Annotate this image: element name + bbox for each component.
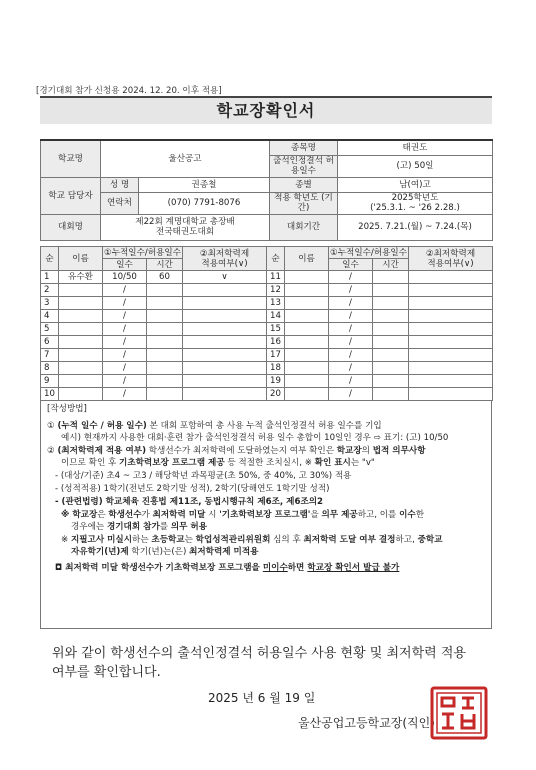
en-g: 심의 후 xyxy=(270,535,304,545)
cell-name xyxy=(285,375,329,388)
document-title: 학교장확인서 xyxy=(40,96,492,124)
info-table xyxy=(40,139,493,241)
guide-grades: - (성적적용) 1학기(전년도 2학기말 성적), 2학기(당해연도 1학기말 성적) xyxy=(55,484,330,494)
cell-days: / xyxy=(103,336,147,349)
cell-hours xyxy=(147,323,183,336)
cell-hours xyxy=(147,310,183,323)
item-2-principal: 학교장 xyxy=(336,446,362,456)
usage-note: [경기대회 참가 신청용 2024. 12. 20. 이후 적용] xyxy=(36,86,222,96)
cell-hours xyxy=(147,349,183,362)
cell-no: 5 xyxy=(41,323,59,336)
cell-hours xyxy=(373,323,409,336)
cell-days: / xyxy=(103,349,147,362)
cell-name xyxy=(59,297,103,310)
event-label: 종목명 xyxy=(270,140,338,155)
athletes-header xyxy=(40,246,493,271)
en-f: 학업성적관리위원회 xyxy=(195,535,271,545)
item-2-text-a: 학생선수가 최저학력에 도달하였는지 여부 확인은 xyxy=(146,446,337,456)
cell-check xyxy=(183,375,267,388)
en-e: 는 xyxy=(184,535,196,545)
guide-item-1-example: 예시) 현재까지 사용한 대회·훈련 참가 출석인정결석 허용 일수 총합이 10일인 경우 ⇨ 표기: (고) 10/50 xyxy=(61,433,449,443)
no-header: 순 xyxy=(41,247,59,271)
en2-c: 최저학력제 미적용 xyxy=(189,547,259,557)
table-row xyxy=(41,375,493,388)
min-level-header xyxy=(183,247,267,271)
competition-period-label: 대회기간 xyxy=(270,214,338,240)
cell-check xyxy=(409,375,493,388)
cell-no: 10 xyxy=(41,388,59,401)
cell-no: 12 xyxy=(267,284,285,297)
min-level-header-right-line1: ②최저학력제 xyxy=(425,248,476,259)
cell-name: 유수환 xyxy=(59,271,103,284)
cell-hours xyxy=(147,362,183,375)
competition-label: 대회명 xyxy=(41,214,101,240)
pn2-b: 경기대회 참가 xyxy=(106,522,160,532)
table-row xyxy=(41,310,493,323)
cell-days: / xyxy=(329,336,373,349)
cell-hours xyxy=(373,310,409,323)
guide-elementary-note-line2 xyxy=(71,547,258,558)
cell-no: 15 xyxy=(267,323,285,336)
pn-j: 하고, 이를 xyxy=(357,510,400,520)
cell-name xyxy=(285,349,329,362)
contact-value: (070) 7791-8076 xyxy=(139,192,270,214)
cell-name xyxy=(285,336,329,349)
item-2-l2-mark: 확인 표시 xyxy=(314,458,351,468)
cell-days: / xyxy=(329,284,373,297)
item-1-text: 본 대회 포함하여 총 사용 누적 출석인정결석 허용 일수를 기입 xyxy=(146,421,382,431)
days-header-right: ①누적일수/허용일수 xyxy=(330,247,408,258)
fw-b: 가 xyxy=(154,563,166,573)
cell-check xyxy=(183,297,267,310)
item-1-bullet: ① xyxy=(47,421,55,431)
cell-check xyxy=(183,323,267,336)
cell-hours xyxy=(147,297,183,310)
cell-check xyxy=(409,297,493,310)
cell-hours: 60 xyxy=(147,271,183,284)
table-row xyxy=(41,284,493,297)
pn-c: 학생선수 xyxy=(108,510,142,520)
fw-e: 미이수 xyxy=(262,563,288,573)
en-h: 최저학력 도달 여부 결정 xyxy=(303,535,396,545)
hours-subheader: 시간 xyxy=(147,259,183,271)
cell-check xyxy=(409,271,493,284)
cell-hours xyxy=(147,336,183,349)
competition-period-value: 2025. 7.21.(월) ~ 7.24.(목) xyxy=(338,214,493,240)
pn-f: 시 xyxy=(205,510,220,520)
item-2-l2-a: 이므로 확인 후 xyxy=(61,458,120,468)
guide-law: - (관련법령) 학교체육 진흥법 제11조, 동법시행규칙 제6조, 제6조의2 xyxy=(55,497,324,507)
cell-days: / xyxy=(103,375,147,388)
cell-check xyxy=(409,362,493,375)
cell-no: 11 xyxy=(267,271,285,284)
cell-days: / xyxy=(329,297,373,310)
name-header: 이름 xyxy=(59,247,103,271)
competition-value xyxy=(101,214,270,240)
en-b: 지필고사 미실시 xyxy=(70,535,133,545)
guide-item-2 xyxy=(47,446,426,457)
school-value: 울산공고 xyxy=(101,140,270,177)
cell-days: / xyxy=(103,310,147,323)
cell-hours xyxy=(373,297,409,310)
guide-principal-note xyxy=(61,510,424,521)
en-i: 하고, xyxy=(395,535,418,545)
cell-check xyxy=(409,336,493,349)
cell-check xyxy=(183,349,267,362)
guide-item-2-line2 xyxy=(61,458,375,469)
manager-label: 학교 담당자 xyxy=(41,177,101,214)
guide-target: - (대상/기준) 초4 ~ 고3 / 해당학년 과목평균(초 50%, 중 40%, 고 30%) 적용 xyxy=(55,471,352,481)
cell-name xyxy=(285,284,329,297)
cell-days: / xyxy=(329,310,373,323)
cell-days: / xyxy=(329,349,373,362)
official-seal-icon xyxy=(430,686,488,740)
cell-days: / xyxy=(329,388,373,401)
pn-h: 을 xyxy=(310,510,322,520)
cell-no: 17 xyxy=(267,349,285,362)
min-level-header-right xyxy=(409,247,493,271)
cell-name xyxy=(285,362,329,375)
cell-days: / xyxy=(329,271,373,284)
pn-a: ※ 학교장 xyxy=(61,510,98,520)
pn2-c: 를 xyxy=(159,522,171,532)
cell-name xyxy=(285,271,329,284)
cell-check xyxy=(409,284,493,297)
cell-no: 18 xyxy=(267,362,285,375)
gender-label: 종별 xyxy=(270,177,338,192)
en2-b: 학기(년)는(은) xyxy=(128,547,190,557)
competition-name-1: 제22회 계명대학교 총장배 xyxy=(135,217,235,227)
table-row xyxy=(41,297,493,310)
cell-days: 10/50 xyxy=(103,271,147,284)
pn-d: 가 xyxy=(141,510,153,520)
days-subheader-right: 일수 xyxy=(329,259,373,271)
cell-days: / xyxy=(329,375,373,388)
period-label: 적용 학년도 (기간) xyxy=(270,192,338,214)
cell-days: / xyxy=(329,362,373,375)
item-2-l2-program: 기초학력보장 프로그램 제공 xyxy=(119,458,225,468)
cell-check xyxy=(409,349,493,362)
days-subheader: 일수 xyxy=(103,259,147,271)
cell-name xyxy=(59,284,103,297)
cell-hours xyxy=(373,362,409,375)
principal-signature: 울산공업고등학교장(직인) xyxy=(298,716,435,730)
cell-name xyxy=(285,310,329,323)
cell-no: 1 xyxy=(41,271,59,284)
fw-a: 최저학력 미달 학생선수 xyxy=(65,563,155,573)
en-d: 초등학교 xyxy=(151,535,185,545)
min-level-header-line2: 적용여부(∨) xyxy=(201,258,248,269)
cell-hours xyxy=(373,388,409,401)
table-row xyxy=(41,323,493,336)
en-c: 하는 xyxy=(132,535,152,545)
cell-check xyxy=(409,310,493,323)
item-2-bullet: ② xyxy=(47,446,55,456)
cell-check xyxy=(183,310,267,323)
cell-days: / xyxy=(103,284,147,297)
en-a: ※ xyxy=(61,535,71,545)
fw-c: 기초학력보장 프로그램 xyxy=(165,563,252,573)
fw-d: 을 xyxy=(251,563,263,573)
guide-final-warning xyxy=(55,563,399,574)
cell-hours xyxy=(373,284,409,297)
cell-check xyxy=(183,388,267,401)
pn-k: 이수 xyxy=(399,510,416,520)
cell-check xyxy=(409,388,493,401)
athletes-rows xyxy=(40,270,493,401)
competition-name-2: 전국태권도대회 xyxy=(155,227,215,237)
guide-heading: [작성방법] xyxy=(47,404,87,414)
cell-no: 9 xyxy=(41,375,59,388)
cell-name xyxy=(59,310,103,323)
issue-date: 2025 년 6 월 19 일 xyxy=(208,691,316,705)
cell-no: 14 xyxy=(267,310,285,323)
cell-name xyxy=(59,388,103,401)
table-row xyxy=(41,362,493,375)
allowed-days-label: 출석인정결석 허용일수 xyxy=(270,155,338,177)
cell-hours xyxy=(147,375,183,388)
cell-check xyxy=(183,336,267,349)
item-2-l2-c: 등 적절한 조치실시, ※ xyxy=(224,458,315,468)
name-value: 권종철 xyxy=(139,177,270,192)
cell-no: 13 xyxy=(267,297,285,310)
name-label: 성 명 xyxy=(101,177,139,192)
name-header-right: 이름 xyxy=(285,247,329,271)
guide-principal-note-line2 xyxy=(71,522,207,533)
table-row xyxy=(41,349,493,362)
item-2-duty: 법적 의무사항 xyxy=(372,446,426,456)
cell-no: 3 xyxy=(41,297,59,310)
pn-l: 한 xyxy=(415,510,425,520)
contact-label: 연락처 xyxy=(101,192,139,214)
min-level-header-line1: ②최저학력제 xyxy=(199,248,250,259)
days-header: ①누적일수/허용일수 xyxy=(104,247,182,258)
hours-subheader-right: 시간 xyxy=(373,259,409,271)
cell-days: / xyxy=(103,388,147,401)
school-label: 학교명 xyxy=(41,140,101,177)
pn-i: 의무 제공 xyxy=(321,510,358,520)
cell-no: 6 xyxy=(41,336,59,349)
cell-hours xyxy=(373,336,409,349)
pn-b: 은 xyxy=(97,510,109,520)
cell-no: 4 xyxy=(41,310,59,323)
cell-days: / xyxy=(103,297,147,310)
cell-days: / xyxy=(329,323,373,336)
warning-icon: ◘ xyxy=(55,563,63,573)
period-year: 2025학년도 xyxy=(391,193,439,203)
min-level-header-right-line2: 적용여부(∨) xyxy=(427,258,474,269)
en-j: 중학교 xyxy=(417,535,443,545)
cell-name xyxy=(59,362,103,375)
cell-days: / xyxy=(103,362,147,375)
guide-elementary-note xyxy=(61,535,442,546)
cell-hours xyxy=(373,375,409,388)
cell-no: 8 xyxy=(41,362,59,375)
cell-days: / xyxy=(103,323,147,336)
table-row xyxy=(41,271,493,284)
cell-hours xyxy=(147,284,183,297)
pn-g: '기초학력보장 프로그램' xyxy=(219,510,311,520)
cell-no: 20 xyxy=(267,388,285,401)
cell-name xyxy=(285,388,329,401)
cell-name xyxy=(59,349,103,362)
allowed-days-value: (고) 50일 xyxy=(338,155,493,177)
item-2-title: (최저학력제 적용 여부) xyxy=(57,446,147,456)
en2-a: 자유학기(년)제 xyxy=(71,547,129,557)
cell-no: 16 xyxy=(267,336,285,349)
period-value xyxy=(338,192,493,214)
pn2-a: 경우에는 xyxy=(71,522,107,532)
cell-check: ∨ xyxy=(183,271,267,284)
gender-value: 남(여)고 xyxy=(338,177,493,192)
cell-name xyxy=(285,297,329,310)
cell-hours xyxy=(373,271,409,284)
table-row xyxy=(41,336,493,349)
cell-no: 19 xyxy=(267,375,285,388)
table-row xyxy=(41,388,493,401)
no-header-right: 순 xyxy=(267,247,285,271)
guide-item-1 xyxy=(47,421,382,432)
cell-no: 2 xyxy=(41,284,59,297)
item-2-l2-e: 는 "v" xyxy=(350,458,375,468)
pn-e: 최저학력 미달 xyxy=(152,510,206,520)
period-range: ('25.3.1. ~ '26 2.28.) xyxy=(370,203,460,213)
cell-hours xyxy=(373,349,409,362)
cell-hours xyxy=(147,388,183,401)
confirmation-statement: 위와 같이 학생선수의 출석인정결석 허용일수 사용 현황 및 최저학력 적용 여부를 확인합니다. xyxy=(52,646,466,680)
cell-name xyxy=(59,375,103,388)
cell-no: 7 xyxy=(41,349,59,362)
event-value: 태권도 xyxy=(338,140,493,155)
pn2-d: 의무 허용 xyxy=(170,522,208,532)
cell-check xyxy=(183,284,267,297)
cell-name xyxy=(59,323,103,336)
item-1-title: (누적 일수 / 허용 일수) xyxy=(57,421,147,431)
item-2-text-c: 의 xyxy=(361,446,373,456)
cell-check xyxy=(409,323,493,336)
writing-guide xyxy=(40,400,492,629)
cell-name xyxy=(285,323,329,336)
cell-name xyxy=(59,336,103,349)
fw-g: 학교장 확인서 발급 불가 xyxy=(307,563,400,573)
cell-check xyxy=(183,362,267,375)
fw-f: 하면 xyxy=(287,563,308,573)
